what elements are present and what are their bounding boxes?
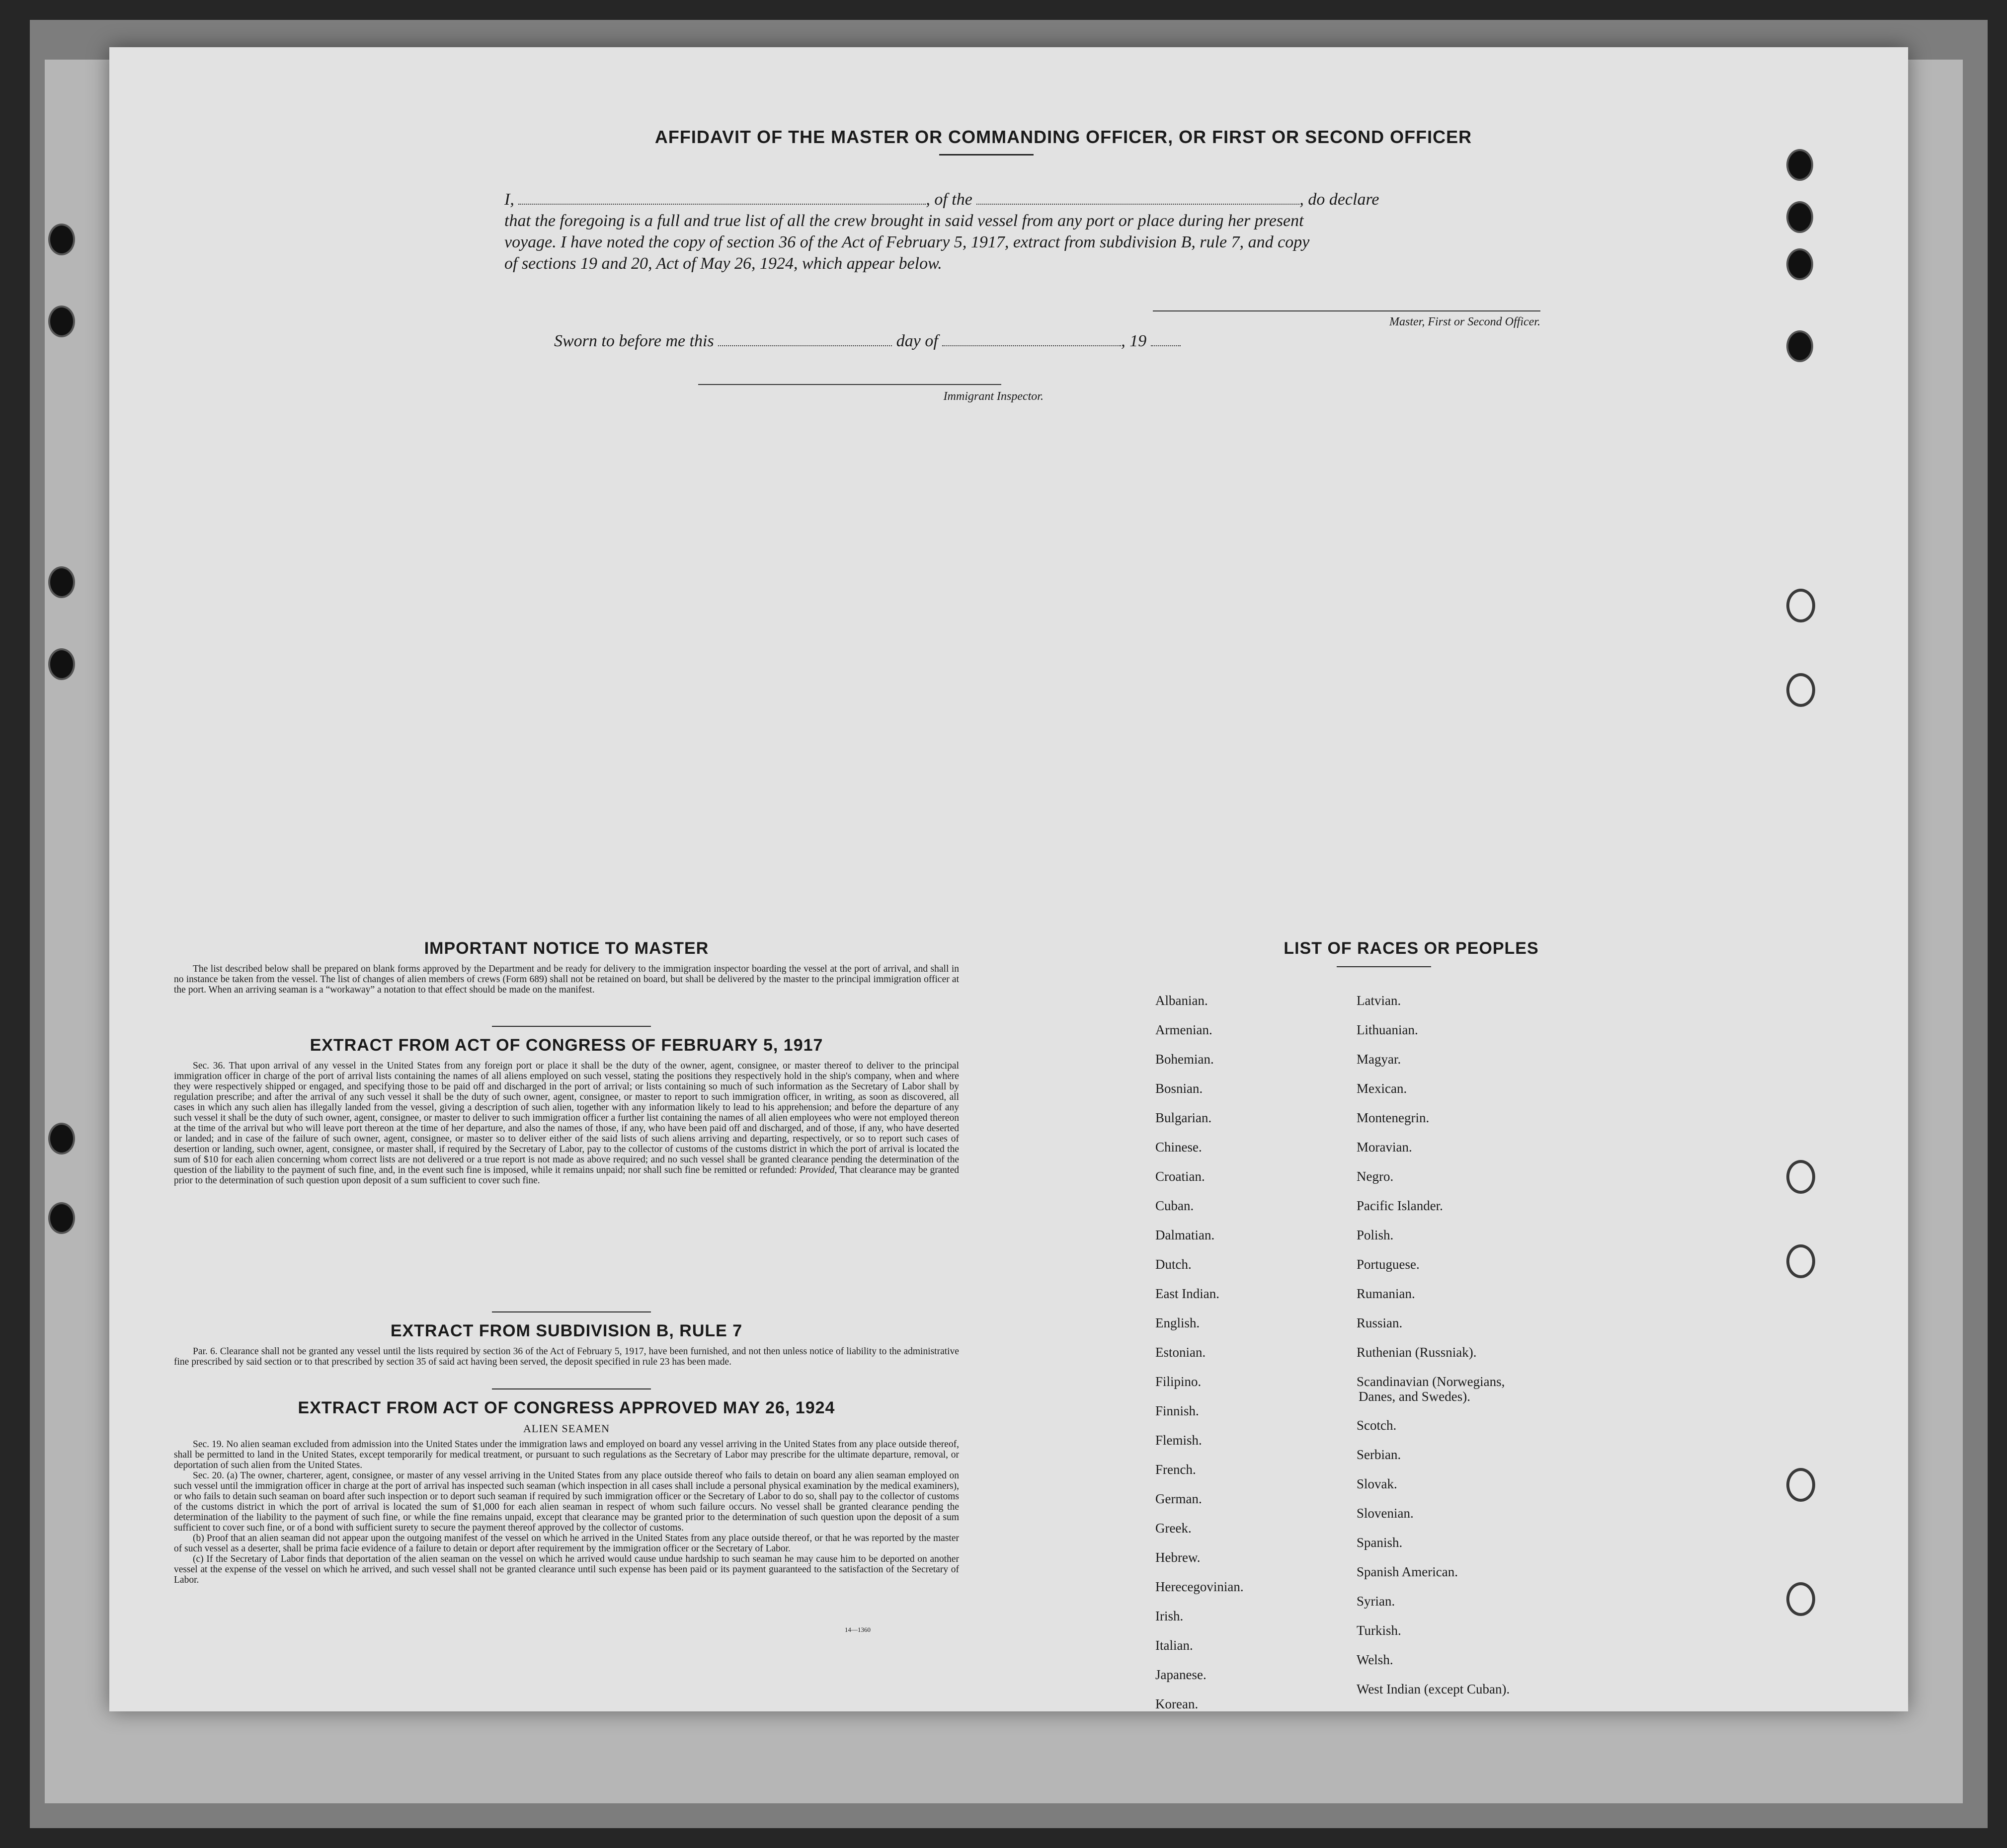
punch-hole <box>1786 248 1813 280</box>
race-item: Montenegrin. <box>1357 1110 1430 1125</box>
race-item: Italian. <box>1155 1638 1193 1653</box>
inspector-caption: Immigrant Inspector. <box>943 390 1044 403</box>
race-item: Dutch. <box>1155 1257 1192 1272</box>
sec-36-text-end: That clearance may be granted prior to the determination of such question upon deposit of a sum sufficient to cover such fine. <box>174 1165 959 1186</box>
section-rule <box>492 1388 651 1389</box>
punch-hole <box>48 1123 75 1155</box>
punch-hole <box>48 306 75 337</box>
notice-body <box>174 964 959 995</box>
rule-7-body <box>174 1346 959 1367</box>
race-item: Slovak. <box>1357 1476 1397 1491</box>
extract-1924-title: EXTRACT FROM ACT OF CONGRESS APPROVED MAY 26, 1924 <box>298 1398 835 1417</box>
master-signature-line[interactable] <box>1153 310 1540 311</box>
races-right-column <box>1357 986 1655 1704</box>
punch-hole <box>1786 1244 1815 1278</box>
race-item: Polish. <box>1357 1228 1394 1242</box>
race-item: Chinese. <box>1155 1140 1202 1155</box>
race-item: Slovenian. <box>1357 1506 1414 1521</box>
race-item: Scandinavian (Norwegians, <box>1357 1374 1505 1389</box>
punch-hole <box>48 1202 75 1234</box>
punch-hole <box>1786 1582 1815 1616</box>
affidavit-body <box>504 189 1583 274</box>
race-item: German. <box>1155 1491 1202 1506</box>
sworn-year-blank[interactable] <box>1151 331 1181 346</box>
extract-1924-body <box>174 1439 959 1585</box>
race-item: Croatian. <box>1155 1169 1205 1184</box>
section-rule <box>492 1026 651 1027</box>
race-item: Estonian. <box>1155 1345 1206 1360</box>
race-item: Hebrew. <box>1155 1550 1201 1565</box>
sworn-day-of: day of <box>896 332 938 350</box>
race-item: West Indian (except Cuban). <box>1357 1682 1510 1696</box>
sec-19-paragraph: Sec. 19. No alien seaman excluded from admission into the United States under the immigration laws and employed on board any vessel arriving in the United States from any place outside thereof, shall be permitted to land in the United States, except temporarily for medical treatment, or pursuant to such regulations as the Secretary of Labor may prescribe for the ultimate departure, removal, or deportation of such alien from the United States. <box>174 1439 959 1470</box>
race-item: Spanish American. <box>1357 1564 1458 1579</box>
race-item: English. <box>1155 1315 1200 1330</box>
sworn-month-blank[interactable] <box>942 331 1121 346</box>
race-item: Ruthenian (Russniak). <box>1357 1345 1477 1360</box>
race-item: Syrian. <box>1357 1594 1395 1609</box>
punch-hole <box>1786 1468 1815 1502</box>
inspector-signature-line[interactable] <box>698 384 1001 385</box>
punch-hole <box>1786 330 1813 362</box>
master-signature-caption: Master, First or Second Officer. <box>1389 315 1540 328</box>
race-item: Magyar. <box>1357 1052 1401 1067</box>
sworn-year-prefix: , 19 <box>1121 332 1147 350</box>
race-item: Welsh. <box>1357 1652 1393 1667</box>
race-item: Armenian. <box>1155 1022 1212 1037</box>
race-item: Danes, and Swedes). <box>1359 1389 1470 1404</box>
races-rule <box>1337 966 1431 967</box>
sec-36-label: Sec. 36. <box>193 1061 226 1071</box>
sec-20c-paragraph: (c) If the Secretary of Labor finds that deportation of the alien seaman on the vessel on which he arrived would cause undue hardship to such seaman he may cause him to be deported on another vessel at the expense of the vessel on which he arrived, and such vessel shall not be granted clearance until such expense has been paid or its payment guaranteed to the satisfaction of the Secretary of Labor. <box>174 1554 959 1585</box>
manifest-page <box>109 47 1908 1711</box>
affidavit-line-2: that the foregoing is a full and true list of all the crew brought in said vessel from any port or place during her present <box>504 212 1304 230</box>
punch-hole <box>1786 1160 1815 1194</box>
title-rule <box>939 154 1034 155</box>
provided-word: Provided, <box>799 1165 837 1175</box>
master-name-blank[interactable] <box>518 190 926 205</box>
affidavit-declare: , do declare <box>1299 190 1379 209</box>
race-item: Cuban. <box>1155 1198 1194 1213</box>
rule-7-title: EXTRACT FROM SUBDIVISION B, RULE 7 <box>390 1321 743 1340</box>
race-item: Turkish. <box>1357 1623 1401 1638</box>
race-item: Albanian. <box>1155 993 1208 1008</box>
rule-7-paragraph: Par. 6. Clearance shall not be granted any vessel until the lists required by section 36 of the Act of February 5, 1917, have been furnished, and not then unless notice of liability to the administrative fine prescribed by said section or to that prescribed by section 35 of said act having been served, the deposit specified in rule 23 has been made. <box>174 1346 959 1367</box>
race-item: Negro. <box>1357 1169 1394 1184</box>
race-item: Bosnian. <box>1155 1081 1203 1096</box>
race-item: Bulgarian. <box>1155 1110 1212 1125</box>
race-item: Greek. <box>1155 1521 1192 1536</box>
punch-hole <box>48 648 75 680</box>
races-title: LIST OF RACES OR PEOPLES <box>1284 939 1539 958</box>
sworn-text: Sworn to before me this <box>554 332 714 350</box>
vessel-name-blank[interactable] <box>976 190 1299 205</box>
race-item: Lithuanian. <box>1357 1022 1418 1037</box>
race-item: Scotch. <box>1357 1418 1397 1433</box>
affidavit-line-4: of sections 19 and 20, Act of May 26, 1924, which appear below. <box>504 254 942 273</box>
race-item: Mexican. <box>1357 1081 1407 1096</box>
punch-hole <box>48 224 75 255</box>
race-item: Rumanian. <box>1357 1286 1415 1301</box>
sworn-line <box>554 330 1181 352</box>
race-item: Moravian. <box>1357 1140 1412 1155</box>
race-item: Dalmatian. <box>1155 1228 1215 1242</box>
race-item: Irish. <box>1155 1609 1184 1623</box>
affidavit-line-3: voyage. I have noted the copy of section 36 of the Act of February 5, 1917, extract from subdivision B, rule 7, and copy <box>504 233 1310 251</box>
affidavit-title: AFFIDAVIT OF THE MASTER OR COMMANDING OFFICER, OR FIRST OR SECOND OFFICER <box>654 127 1472 147</box>
sec-20a-paragraph: Sec. 20. (a) The owner, charterer, agent, consignee, or master of any vessel arriving in the United States from any place outside thereof who fails to detain on board any alien seaman employed on such vessel until the immigration officer in charge at the port of arrival has inspected such seaman (which inspection in all cases shall include a personal physical examination by the medical examiners), or who fails to detain such seaman on board after such inspection or to deport such seaman if required by such immigration officer or the Secretary of Labor to do so, shall pay to the collector of customs of the customs district in which the port of arrival is located the sum of $1,000 for each alien seaman in respect of whom such failure occurs. No vessel shall be granted clearance pending the determination of the liability to the payment of such fine, or while the fine remains unpaid, except that clearance may be granted prior to the determination of such question upon the deposit of a sum sufficient to cover such fine, or of a bond with sufficient surety to secure the payment thereof approved by the collector of customs. <box>174 1470 959 1533</box>
notice-title: IMPORTANT NOTICE TO MASTER <box>424 939 709 958</box>
notice-paragraph: The list described below shall be prepared on blank forms approved by the Department and be ready for delivery to the immigration inspector boarding the vessel at the port of arrival, and shall in no instance be taken from the vessel. The list of changes of alien members of crews (Form 689) shall not be retained on board, but shall be delivered by the master to the principal immigration officer at the port. When an arriving seaman is a “workaway” a notation to that effect should be made on the manifest. <box>174 964 959 995</box>
race-item: Korean. <box>1155 1696 1199 1711</box>
punch-hole <box>48 566 75 598</box>
punch-hole <box>1786 201 1813 233</box>
race-item: Japanese. <box>1155 1667 1206 1682</box>
race-item: Bohemian. <box>1155 1052 1214 1067</box>
punch-hole <box>1786 149 1813 181</box>
race-item: Portuguese. <box>1357 1257 1420 1272</box>
sec-20b-paragraph: (b) Proof that an alien seaman did not appear upon the outgoing manifest of the vessel on which he arrived in the United States from any place outside thereof, or that he was reported by the master of such vessel as a deserter, shall be prima facie evidence of a failure to detain or deport after requirement by the immigration officer or the Secretary of Labor. <box>174 1533 959 1554</box>
race-item: Filipino. <box>1155 1374 1202 1389</box>
race-item: Serbian. <box>1357 1447 1401 1462</box>
race-item: Pacific Islander. <box>1357 1198 1443 1213</box>
affidavit-i: I, <box>504 190 514 209</box>
sworn-day-blank[interactable] <box>718 331 892 346</box>
extract-1917-title: EXTRACT FROM ACT OF CONGRESS OF FEBRUARY 5, 1917 <box>310 1036 823 1055</box>
form-number: 14—1360 <box>845 1626 871 1633</box>
races-left-column <box>1155 986 1354 1719</box>
affidavit-of-the: , of the <box>926 190 972 209</box>
section-rule <box>492 1311 651 1312</box>
race-item: Herecegovinian. <box>1155 1579 1244 1594</box>
punch-hole <box>1786 589 1815 622</box>
sec-36-text: That upon arrival of any vessel in the United States from any foreign port or place it shall be the duty of the owner, agent, consignee, or master thereof to deliver to the principal immigration officer in charge of the port of arrival lists containing the names of all aliens employed on such vessel, stating the positions they respectively hold in the ship's company, when and where they were respectively shipped or engaged, and specifying those to be paid off and discharged in the port of arrival; or lists containing so much of such information as the Secretary of Labor shall by regulation prescribe; and after the arrival of any such vessel it shall be the duty of such owner, agent, consignee, or master to report to such immigration officer, in writing, as soon as discovered, all cases in which any such alien has illegally landed from the vessel, giving a description of such alien, together with any information likely to lead to his apprehension; and before the departure of any such vessel it shall be the duty of such owner, agent, consignee, or master to deliver to such immigration officer a further list containing the names of all alien employees who were not employed thereon at the time of the arrival but who will leave port thereon at the time of her departure, and also the names of those, if any, who have been paid off and discharged, and of those, if any, who have deserted or landed; and in case of the failure of such owner, agent, consignee, or master so to deliver either of the said lists of such aliens arriving and departing, respectively, or so to report such cases of desertion or landing, such owner, agent, consignee, or master shall, if required by the Secretary of Labor, pay to the collector of customs of the customs district in which the port of arrival is located the sum of $10 for each alien concerning whom correct lists are not delivered or a true report is not made as above required; and no such vessel shall be granted clearance pending the determination of the question of the liability to the payment of such fine, and, in the event such fine is imposed, while it remains unpaid; nor shall such fine be remitted or refunded: <box>174 1061 959 1175</box>
race-item: Latvian. <box>1357 993 1401 1008</box>
alien-seamen-subtitle: ALIEN SEAMEN <box>523 1422 610 1435</box>
race-item: Spanish. <box>1357 1535 1403 1550</box>
extract-1917-body <box>174 1061 959 1186</box>
race-item: French. <box>1155 1462 1196 1477</box>
race-item: Flemish. <box>1155 1433 1202 1448</box>
race-item: East Indian. <box>1155 1286 1219 1301</box>
punch-hole <box>1786 673 1815 707</box>
race-item: Finnish. <box>1155 1403 1199 1418</box>
race-item: Russian. <box>1357 1315 1403 1330</box>
